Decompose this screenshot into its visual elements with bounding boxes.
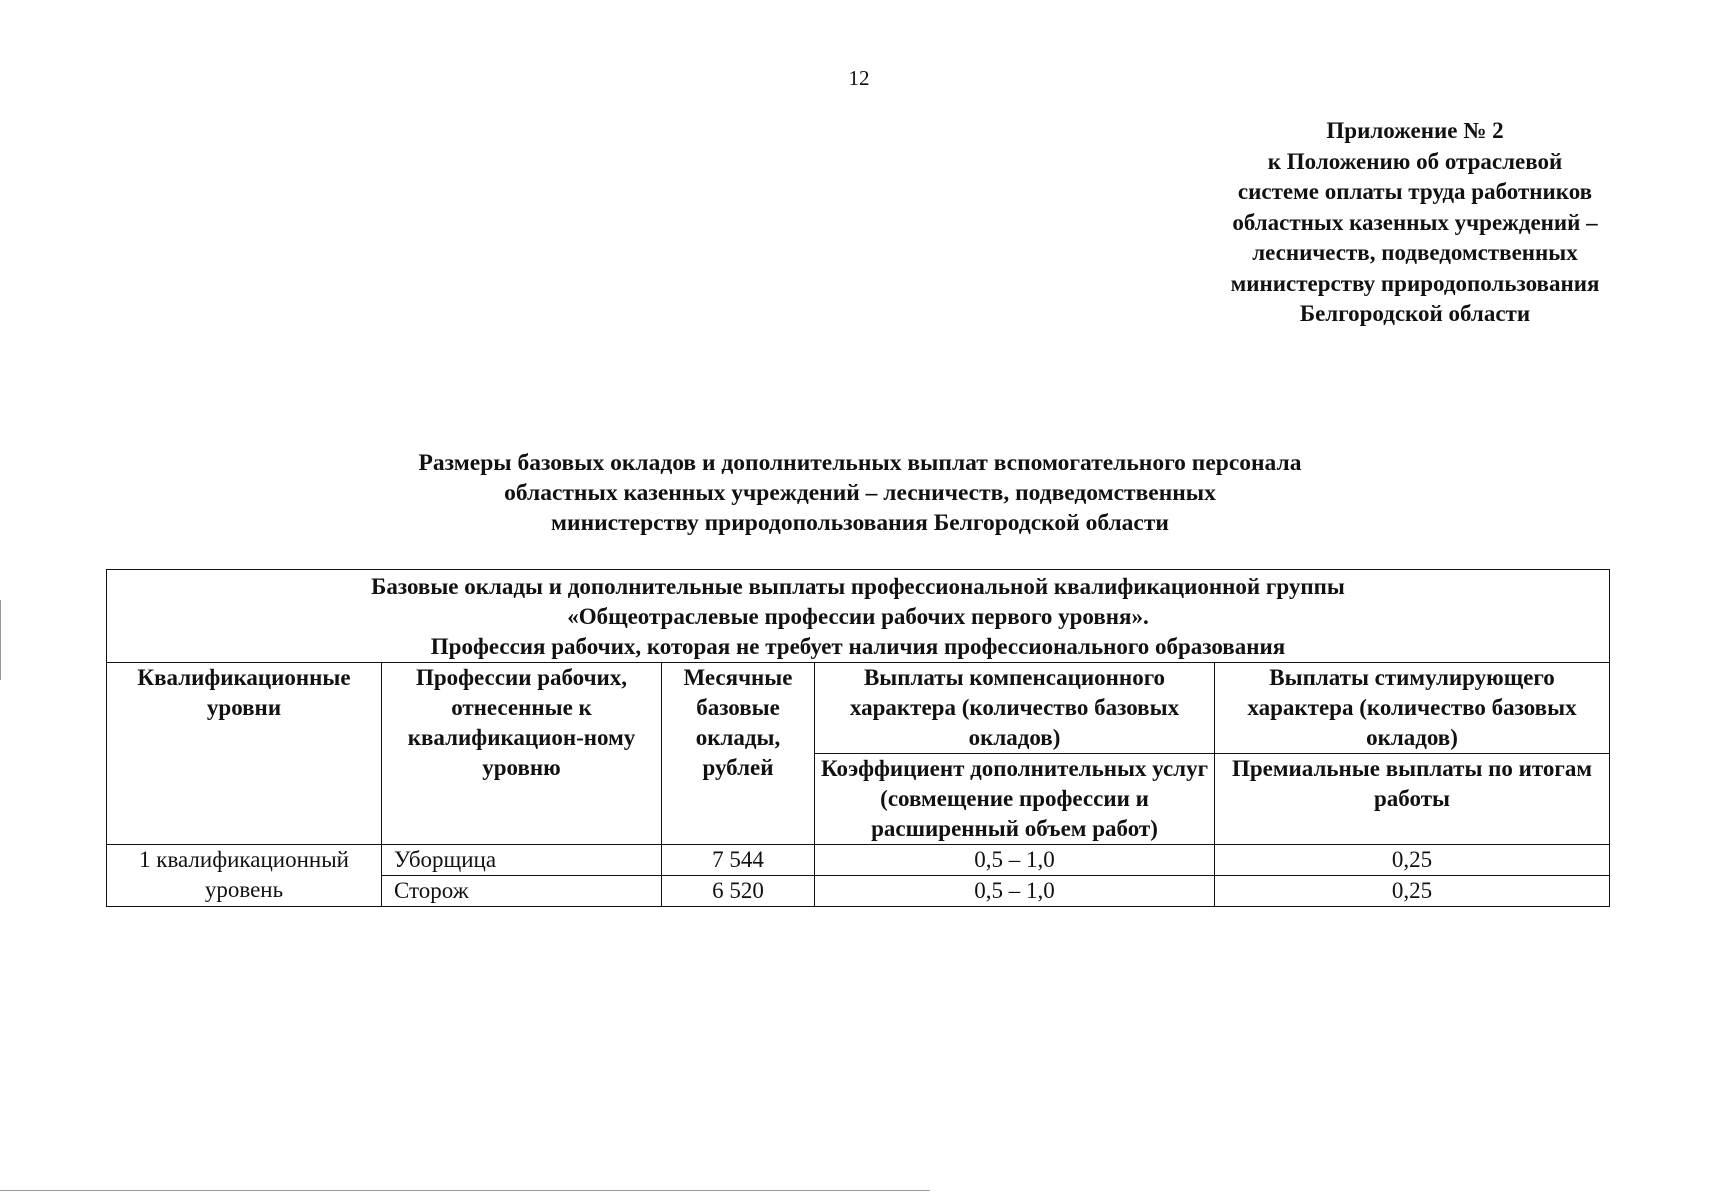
header-stimulating: Выплаты стимулирующего характера (количество базовых окладов) <box>1215 663 1610 754</box>
header-compensation: Выплаты компенсационного характера (количество базовых окладов) <box>815 663 1215 754</box>
header-professions: Профессии рабочих, отнесенные к квалификацион-ному уровню <box>382 663 662 845</box>
appendix-line: Белгородской области <box>1299 301 1531 326</box>
cell-level: 1 квалификационный уровень <box>107 845 382 907</box>
cell-salary: 6 520 <box>662 876 815 907</box>
cell-profession: Сторож <box>382 876 662 907</box>
group-header-line: Базовые оклады и дополнительные выплаты профессиональной квалификационной группы <box>371 574 1345 599</box>
title-line: областных казенных учреждений – лесничеств, подведомственных <box>504 480 1216 506</box>
group-header-row <box>107 570 1610 663</box>
cell-coefficient: 0,5 – 1,0 <box>815 876 1215 907</box>
cell-bonus: 0,25 <box>1215 876 1610 907</box>
group-header-cell <box>107 570 1610 663</box>
scan-edge-line <box>0 1190 930 1191</box>
header-bonus: Премиальные выплаты по итогам работы <box>1215 754 1610 845</box>
title-line: министерству природопользования Белгородской области <box>551 510 1169 536</box>
appendix-line: министерству природопользования <box>1230 270 1600 296</box>
cell-coefficient: 0,5 – 1,0 <box>815 845 1215 876</box>
appendix-line: Приложение № 2 <box>1326 118 1504 143</box>
header-coefficient: Коэффициент дополнительных услуг (совмещение профессии и расширенный объем работ) <box>815 754 1215 845</box>
table-row <box>107 845 1610 876</box>
column-header-row <box>107 663 1610 754</box>
cell-bonus: 0,25 <box>1215 845 1610 876</box>
document-title <box>220 448 1500 538</box>
appendix-block <box>1195 116 1635 330</box>
header-salary: Месячные базовые оклады, рублей <box>662 663 815 845</box>
cell-profession: Уборщица <box>382 845 662 876</box>
appendix-line: областных казенных учреждений – <box>1232 209 1598 235</box>
scan-edge-line <box>0 600 1 680</box>
cell-salary: 7 544 <box>662 845 815 876</box>
header-levels: Квалификационные уровни <box>107 663 382 845</box>
appendix-line: системе оплаты труда работников <box>1237 179 1593 204</box>
page-number: 12 <box>848 66 870 90</box>
salary-table <box>106 569 1610 907</box>
group-header-line: «Общеотраслевые профессии рабочих первого уровня». <box>567 604 1149 629</box>
title-line: Размеры базовых окладов и дополнительных выплат вспомогательного персонала <box>418 450 1302 476</box>
appendix-line: к Положению об отраслевой <box>1267 148 1563 174</box>
appendix-line: лесничеств, подведомственных <box>1252 240 1578 265</box>
group-header-line: Профессия рабочих, которая не требует наличия профессионального образования <box>430 634 1286 659</box>
